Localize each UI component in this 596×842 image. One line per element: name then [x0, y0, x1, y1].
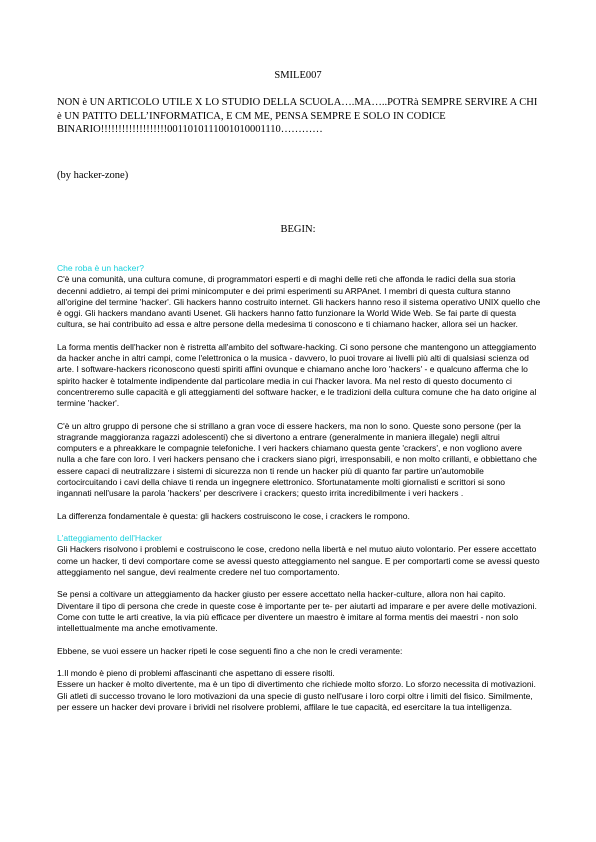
intro-paragraph: NON è UN ARTICOLO UTILE X LO STUDIO DELLA SCUOLA….MA…..POTRà SEMPRE SERVIRE A CHI è UN PATITO DELL’INFORMATICA, E CM ME, PENSA SEMPRE E SOLO IN CODICE BINARIO!!!!!!!!!!!!!!!!!!!0011010111001010001110…………	[57, 97, 538, 135]
section-paragraph: Ebbene, se vuoi essere un hacker ripeti le cose seguenti fino a che non le credi veramente:	[57, 645, 403, 656]
section-paragraph	[57, 533, 541, 578]
section-paragraph: 1.Il mondo è pieno di problemi affascinanti che aspettano di essere risolti. Essere un hacker è molto divertente, ma è un tipo di divertimento che richiede molto sforzo. Lo sforzo necessita di motivazioni. Gli atleti di successo trovano le loro motivazioni da una specie di gusto nell'usare i loro corpi oltre i limiti del fisico. Similmente, per essere un hacker devi provare i brividi nel risolvere problemi, affilare le tue capacità, ed esercitare la tua intelligenza.	[57, 668, 536, 712]
document-title: SMILE007	[274, 70, 322, 81]
article-body	[57, 263, 541, 724]
section-paragraph: La forma mentis dell'hacker non è ristretta all'ambito del software-hacking. Ci sono persone che mantengono un atteggiamento da hacker anche in altri campi, come l'elettronica o la musica - davvero, lo puoi trovare ai livelli più alti di qualsiasi scienza od arte. I software-hackers riconoscono questi spiriti affini ovunque e chiamano anche loro 'hackers' - e qualcuno afferma che lo spirito hacker è totalmente indipendente dal particolare media in cui l'hacker lavora. Ma nel resto di questo documento ci concentreremo sulle capacità e gli atteggiamenti del software hacker, e le tradizioni della cultura comune che ha dato origine al termine 'hacker'.	[57, 341, 537, 408]
section-heading-che-roba: Che roba è un hacker?	[57, 263, 144, 273]
credit-line: (by hacker-zone)	[57, 170, 129, 181]
section-paragraph: Se pensi a coltivare un atteggiamento da hacker giusto per essere accettato nella hacker-culture, allora non hai capito. Diventare il tipo di persona che crede in queste cose è importante per te- per aiutarti ad imparare e per avere delle motivazioni. Come con tutte le arti creative, la via più efficace per diventere un maestro è imitare al forma mentis dei maestri - non solo intellettualmente ma anche emotivamente.	[57, 589, 537, 633]
section-paragraph: La differenza fondamentale è questa: gli hackers costruiscono le cose, i crackers le rompono.	[57, 510, 410, 521]
section-paragraph	[57, 263, 541, 331]
begin-marker: BEGIN:	[280, 224, 316, 235]
paragraph-text: C'è una comunità, una cultura comune, di programmatori esperti e di maghi delle reti che affonda le radici della sua storia decenni addietro, ai tempi dei primi minicomputer e dei primi esperimenti su ARPAnet. I membri di questa cultura stanno all'origine del termine 'hacker'. Gli hackers hanno costruito internet. Gli hackers hanno reso il sistema operativo UNIX quello che è oggi. Gli hackers mandano avanti Usenet. Gli hackers hanno fatto funzionare la World Wide Web. Se fai parte di questa cultura, se hai contribuito ad essa e altre persone della medesima ti conoscono e ti chiamano hacker, allora sei un hacker.	[57, 274, 541, 330]
section-heading-atteggiamento: L'atteggiamento dell'Hacker	[57, 533, 162, 543]
section-paragraph: C'è un altro gruppo di persone che si strillano a gran voce di essere hackers, ma non lo sono. Queste sono persone (per la stragrande maggioranza ragazzi adolescenti) che si divertono a entrare (generalmente in maniera illegale) negli altrui computers e a phreakkare le compagnie telefoniche. I veri hackers chiamano questa gente 'crackers', e non vogliono avere nulla a che fare con loro. I veri hackers pensano che i crackers siano pigri, irresponsabili, e non molto crillanti, e obbiettano che essere capaci di neutralizzare i sistemi di sicurezza non ti rende un hacker più di quanto far partire un'automobile cortocircuitando i cavi della chiave ti renda un ingegnere elettronico. Sfortunatamente molti giornalisti e scrittori si sono ingannati nell'usare la parola 'hackers' per descrivere i crackers; questo irrita incredibilmente i veri hackers .	[57, 420, 537, 498]
paragraph-text: Gli Hackers risolvono i problemi e costruiscono le cose, credono nella libertà e nel mutuo aiuto volontario. Per essere accettato come un hacker, ti devi comportare come se avessi questo atteggiamento nel sangue. E per comportarti come se avessi questo atteggiamento nel sangue, devi realmente credere nel tuo comportamento.	[57, 544, 540, 577]
